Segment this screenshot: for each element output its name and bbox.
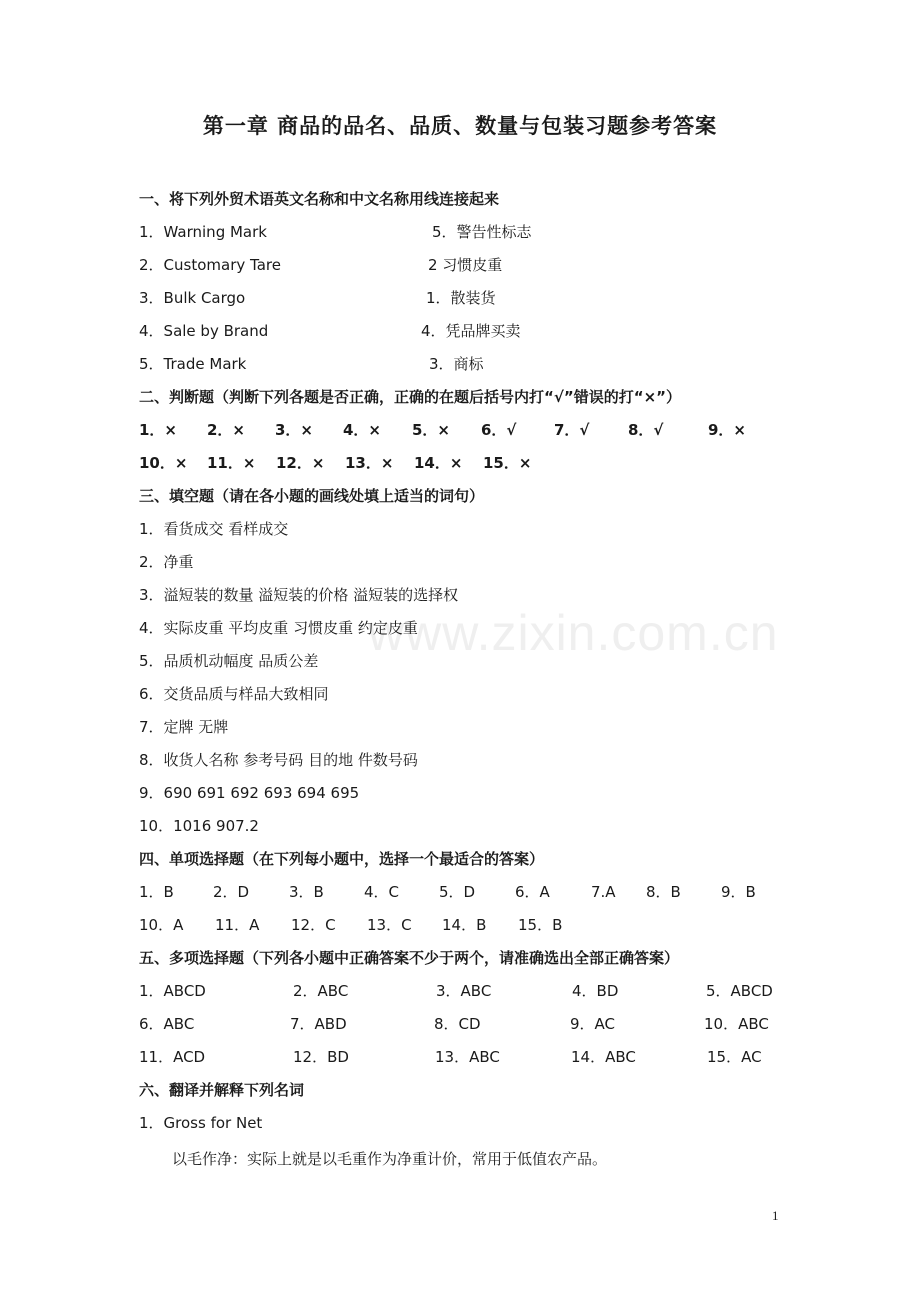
answer: 9．AC <box>570 1015 616 1033</box>
answer: 2．ABC <box>293 982 349 1000</box>
answer: 12．BD <box>293 1048 349 1066</box>
term-en: 4．Sale by Brand <box>139 322 269 340</box>
fill-item: 10．1016 907.2 <box>139 817 259 835</box>
match-row <box>139 286 739 310</box>
match-row <box>139 220 739 244</box>
answer: 10．ABC <box>704 1015 769 1033</box>
answer: 4．× <box>343 421 382 439</box>
term-explanation: 以毛作净：实际上就是以毛重作为净重计价，常用于低值农产品。 <box>172 1150 608 1168</box>
answer: 15．AC <box>707 1048 762 1066</box>
answer-row <box>139 979 799 1003</box>
answer: 4．C <box>364 883 400 901</box>
page-number: 1 <box>772 1208 779 1223</box>
section-6-heading: 六、翻译并解释下列名词 <box>139 1081 305 1099</box>
term-cn: 1．散装货 <box>426 289 496 307</box>
answer: 10．× <box>139 454 188 472</box>
term-en: 5．Trade Mark <box>139 355 247 373</box>
answer: 3．× <box>275 421 314 439</box>
term-cn: 4．凭品牌买卖 <box>421 322 521 340</box>
fill-item: 2．净重 <box>139 553 194 571</box>
term-cn: 2 习惯皮重 <box>428 256 503 274</box>
answer: 13．ABC <box>435 1048 500 1066</box>
term-cn: 5．警告性标志 <box>432 223 532 241</box>
match-row <box>139 253 739 277</box>
answer: 6．ABC <box>139 1015 195 1033</box>
answer: 7.A <box>591 883 616 901</box>
fill-item: 6．交货品质与样品大致相同 <box>139 685 329 703</box>
answer: 11．ACD <box>139 1048 206 1066</box>
match-row <box>139 319 739 343</box>
answer-row <box>139 418 779 442</box>
answer: 2．× <box>207 421 246 439</box>
fill-item: 8．收货人名称 参考号码 目的地 件数号码 <box>139 751 418 769</box>
answer-row <box>139 1045 799 1069</box>
fill-item: 4．实际皮重 平均皮重 习惯皮重 约定皮重 <box>139 619 418 637</box>
answer: 7．√ <box>554 421 590 439</box>
answer: 5．× <box>412 421 451 439</box>
term-item: 1．Gross for Net <box>139 1114 263 1132</box>
answer: 8．B <box>646 883 681 901</box>
section-1-heading: 一、将下列外贸术语英文名称和中文名称用线连接起来 <box>139 190 500 208</box>
answer: 12．C <box>291 916 336 934</box>
answer: 6．A <box>515 883 550 901</box>
answer: 12．× <box>276 454 325 472</box>
answer: 13．× <box>345 454 394 472</box>
section-3-heading: 三、填空题（请在各小题的画线处填上适当的词句） <box>139 487 485 505</box>
answer: 6．√ <box>481 421 517 439</box>
fill-item: 7．定牌 无牌 <box>139 718 229 736</box>
section-5-heading: 五、多项选择题（下列各小题中正确答案不少于两个，请准确选出全部正确答案） <box>139 949 680 967</box>
answer: 9．B <box>721 883 756 901</box>
term-en: 3．Bulk Cargo <box>139 289 246 307</box>
answer: 3．ABC <box>436 982 492 1000</box>
answer: 15．× <box>483 454 532 472</box>
fill-item: 5．品质机动幅度 品质公差 <box>139 652 319 670</box>
match-row <box>139 352 739 376</box>
answer-row <box>139 880 779 904</box>
answer: 1．B <box>139 883 174 901</box>
fill-item: 1．看货成交 看样成交 <box>139 520 289 538</box>
answer: 13．C <box>367 916 412 934</box>
answer: 14．× <box>414 454 463 472</box>
answer: 14．ABC <box>571 1048 636 1066</box>
section-2-heading: 二、判断题（判断下列各题是否正确，正确的在题后括号内打“√”错误的打“×”） <box>139 388 682 406</box>
answer: 1．ABCD <box>139 982 206 1000</box>
answer: 7．ABD <box>290 1015 347 1033</box>
watermark: www.zixin.com.cn <box>368 605 779 661</box>
answer: 2．D <box>213 883 250 901</box>
section-4-heading: 四、单项选择题（在下列每小题中，选择一个最适合的答案） <box>139 850 545 868</box>
answer: 5．ABCD <box>706 982 773 1000</box>
fill-item: 3．溢短装的数量 溢短装的价格 溢短装的选择权 <box>139 586 459 604</box>
page-title: 第一章 商品的品名、品质、数量与包装习题参考答案 <box>202 113 718 138</box>
answer: 15．B <box>518 916 563 934</box>
answer: 3．B <box>289 883 324 901</box>
answer: 8．√ <box>628 421 664 439</box>
answer: 1．× <box>139 421 178 439</box>
answer: 8．CD <box>434 1015 481 1033</box>
answer: 10．A <box>139 916 184 934</box>
answer: 11．× <box>207 454 256 472</box>
answer-row <box>139 913 779 937</box>
term-en: 2．Customary Tare <box>139 256 281 274</box>
term-cn: 3．商标 <box>429 355 484 373</box>
answer: 4．BD <box>572 982 619 1000</box>
answer: 11．A <box>215 916 260 934</box>
answer: 9．× <box>708 421 747 439</box>
answer-row <box>139 1012 799 1036</box>
answer: 14．B <box>442 916 487 934</box>
answer: 5．D <box>439 883 476 901</box>
answer-row <box>139 451 779 475</box>
term-en: 1．Warning Mark <box>139 223 267 241</box>
fill-item: 9．690 691 692 693 694 695 <box>139 784 360 802</box>
